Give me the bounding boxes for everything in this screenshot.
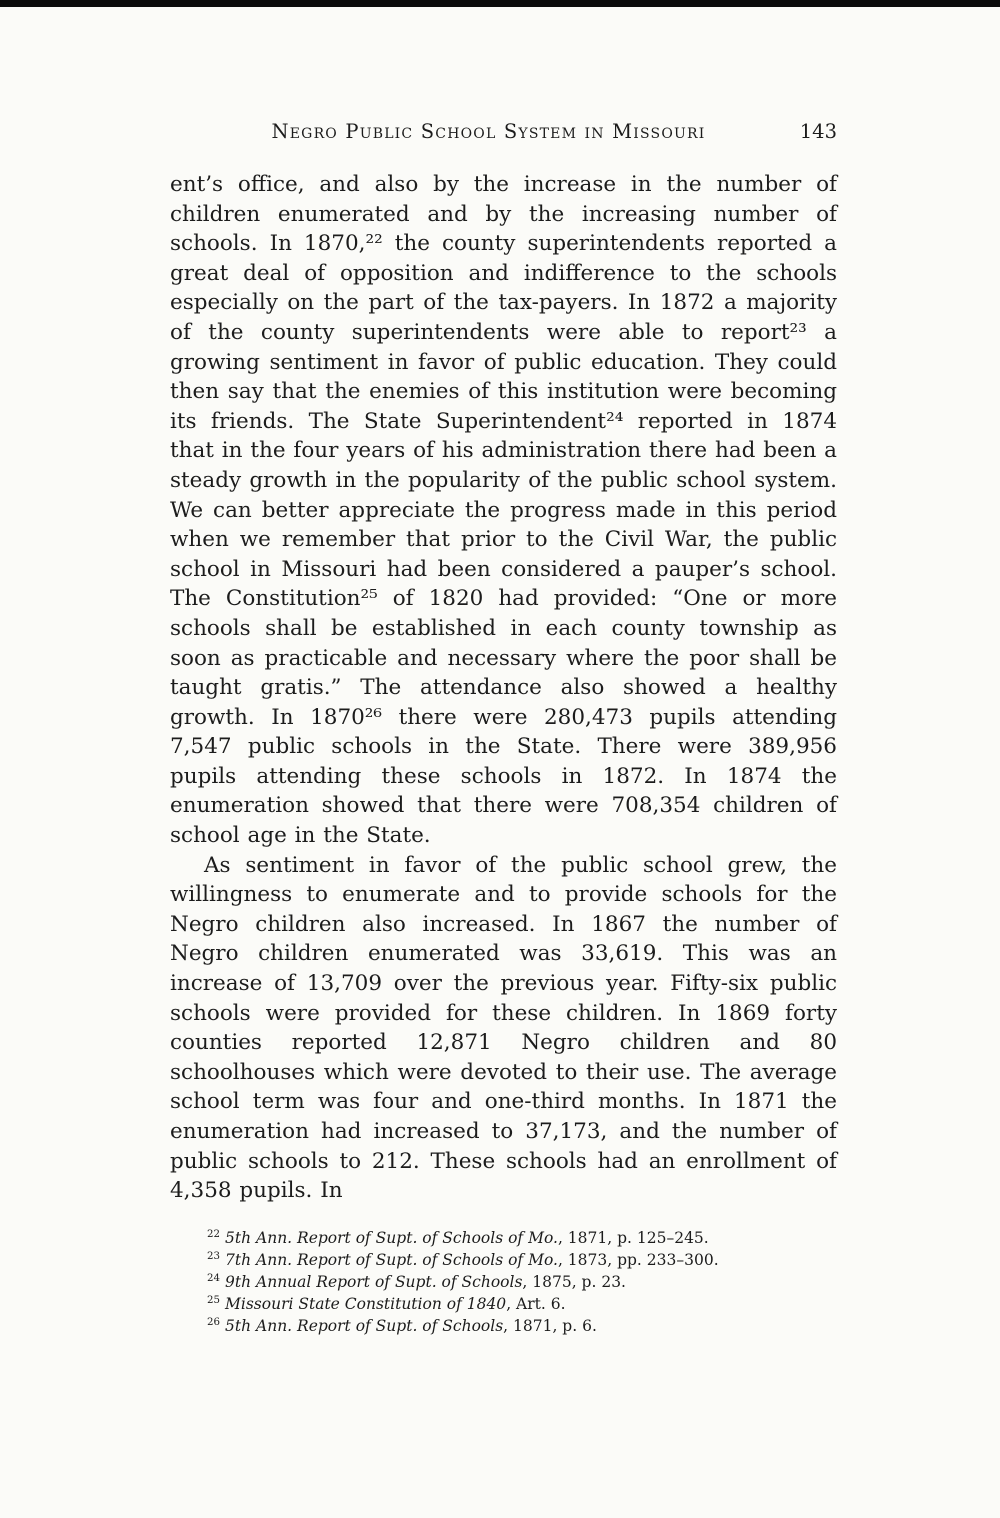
footnotes xyxy=(170,1227,837,1337)
scan-edge-artifact xyxy=(0,0,1000,7)
footnote xyxy=(207,1249,837,1271)
footnote-marker: 23 xyxy=(207,1250,221,1262)
footnote-marker: 25 xyxy=(207,1294,221,1306)
page-number: 143 xyxy=(799,120,837,143)
footnote-source: Missouri State Constitution of 1840 xyxy=(225,1294,507,1313)
footnote-citation: , 1875, p. 23. xyxy=(522,1272,626,1291)
footnote-source: 7th Ann. Report of Supt. of Schools of Mo. xyxy=(225,1250,558,1269)
footnote xyxy=(207,1271,837,1293)
footnote-citation: , Art. 6. xyxy=(506,1294,566,1313)
paragraph: ent’s office, and also by the increase in the number of children enumerated and by the increasing number of schools. In 1870,²² the county superintendents reported a great deal of opposition and indifference to the schools especially on the part of the tax-payers. In 1872 a majority of the county superintendents were able to report²³ a growing sentiment in favor of public education. They could then say that the enemies of this institution were becoming its friends. The State Superintendent²⁴ reported in 1874 that in the four years of his administration there had been a steady growth in the popularity of the public school system. We can better appreciate the progress made in this period when we remember that prior to the Civil War, the public school in Missouri had been considered a pauper’s school. The Constitution²⁵ of 1820 had provided: “One or more schools shall be established in each county township as soon as practicable and necessary where the poor shall be taught gratis.” The attendance also showed a healthy growth. In 1870²⁶ there were 280,473 pupils attending 7,547 public schools in the State. There were 389,956 pupils attending these schools in 1872. In 1874 the enumeration showed that there were 708,354 children of school age in the State. xyxy=(170,172,837,849)
footnote-source: 5th Ann. Report of Supt. of Schools of Mo. xyxy=(225,1228,558,1247)
footnote-citation: , 1871, p. 125–245. xyxy=(557,1228,709,1247)
paragraph: As sentiment in favor of the public school grew, the willingness to enumerate and to provide schools for the Negro children also increased. In 1867 the number of Negro children enumerated was 33,619. This was an increase of 13,709 over the previous year. Fifty-six public schools were provided for these children. In 1869 forty counties reported 12,871 Negro children and 80 schoolhouses which were devoted to their use. The average school term was four and one-third months. In 1871 the enumeration had increased to 37,173, and the number of public schools to 212. These schools had an enrollment of 4,358 pupils. In xyxy=(170,852,837,1204)
footnote xyxy=(207,1293,837,1315)
footnote-source: 5th Ann. Report of Supt. of Schools xyxy=(225,1316,504,1335)
footnote-source: 9th Annual Report of Supt. of Schools xyxy=(225,1272,523,1291)
footnote-marker: 24 xyxy=(207,1272,221,1284)
footnote-citation: , 1871, p. 6. xyxy=(503,1316,597,1335)
footnote-marker: 22 xyxy=(207,1228,221,1240)
footnote-marker: 26 xyxy=(207,1316,221,1328)
footnote xyxy=(207,1227,837,1249)
running-head xyxy=(170,120,837,143)
footnote xyxy=(207,1315,837,1337)
footnote-citation: , 1873, pp. 233–300. xyxy=(557,1250,719,1269)
page-body xyxy=(170,170,837,1206)
page-header-title: Negro Public School System in Missouri xyxy=(271,120,706,143)
